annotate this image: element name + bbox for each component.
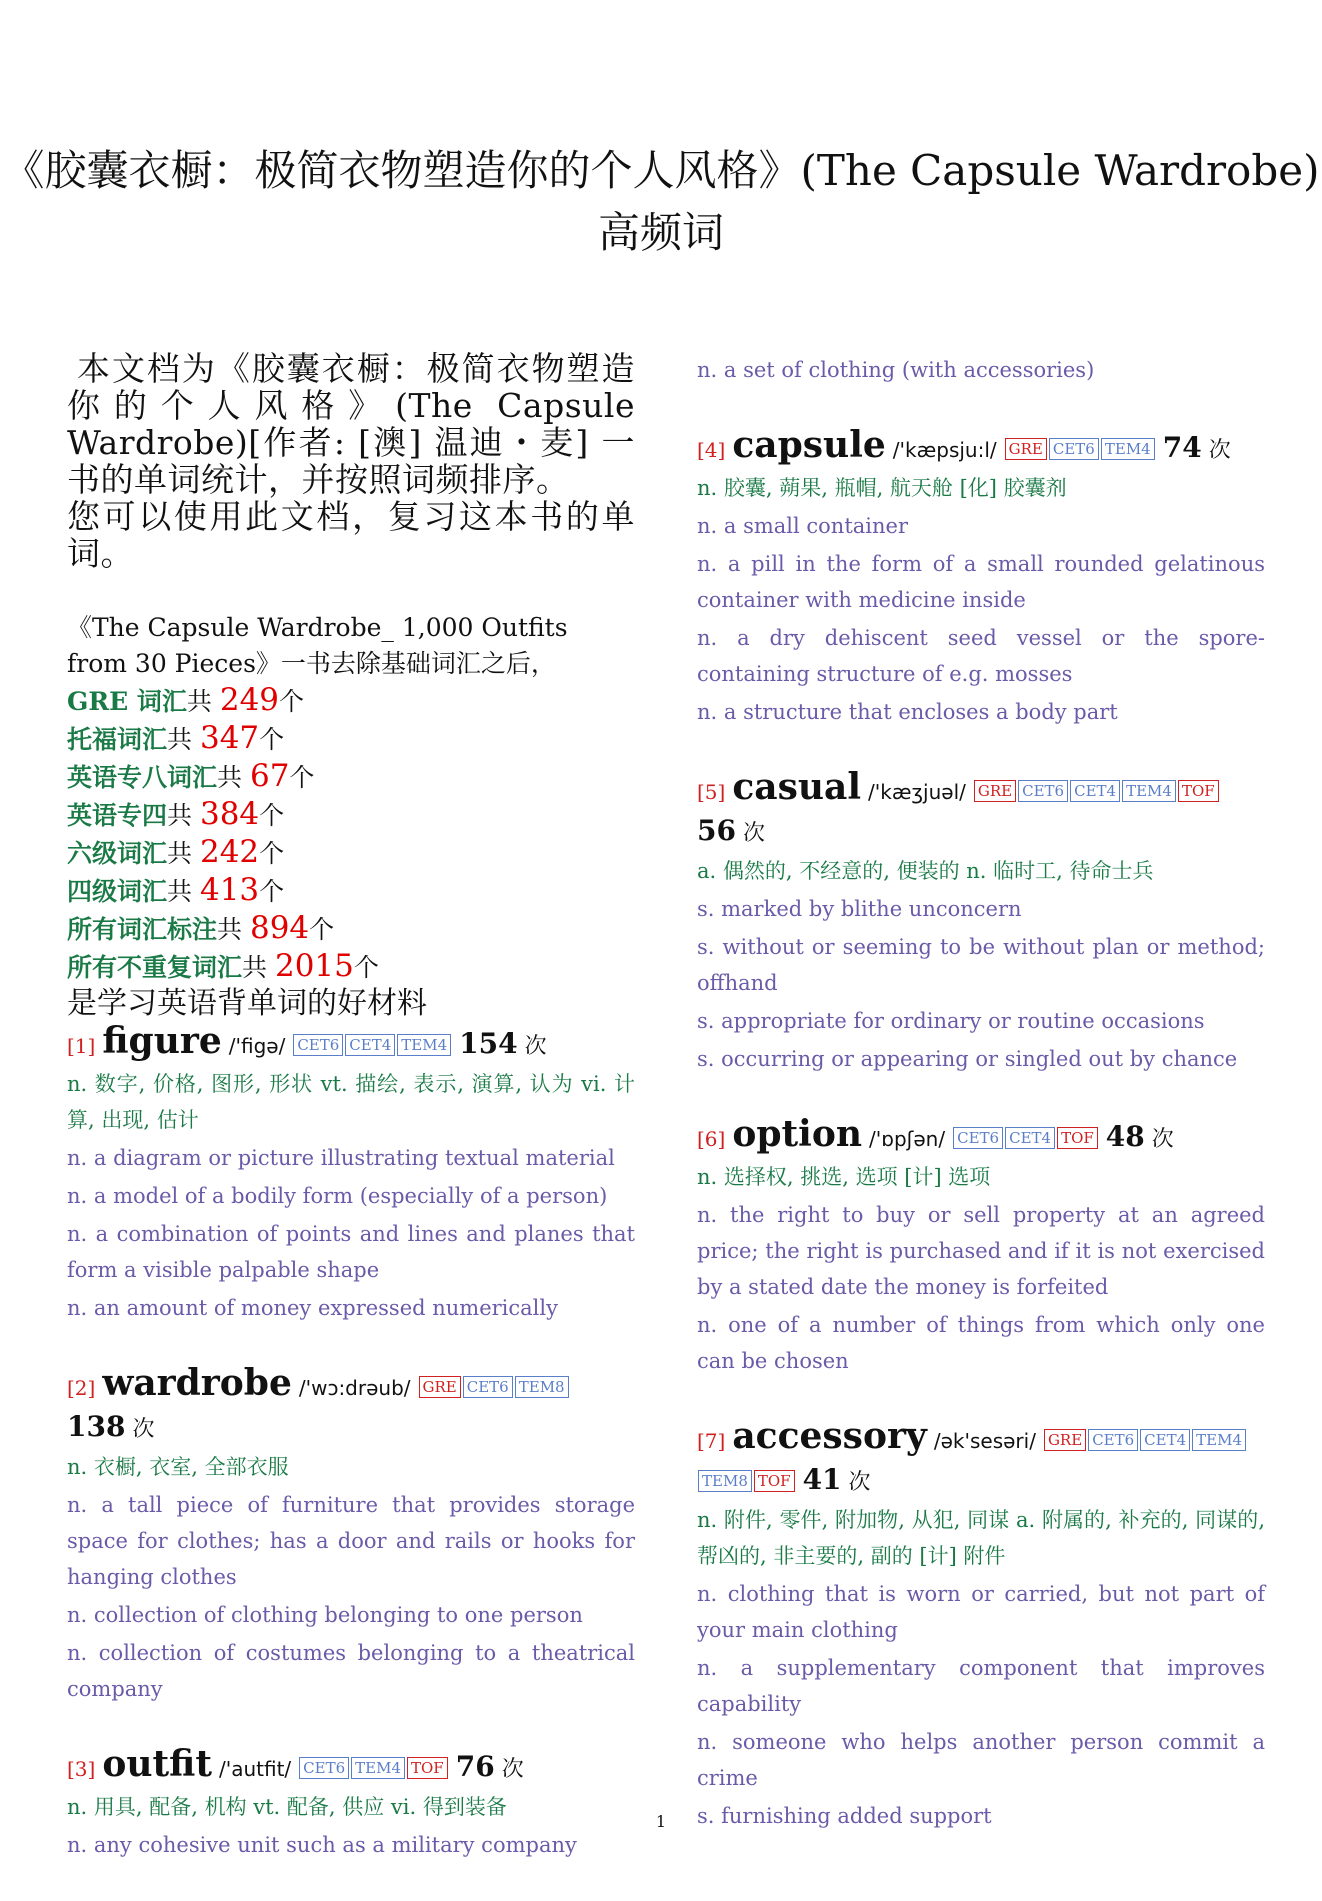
english-definition: n. any cohesive unit such as a military company bbox=[67, 1833, 577, 1857]
chinese-definition: n. 用具, 配备, 机构 vt. 配备, 供应 vi. 得到装备 bbox=[67, 1795, 507, 1819]
tag-badge: CET6 bbox=[953, 1127, 1003, 1149]
tag-badge: CET6 bbox=[293, 1034, 343, 1056]
entry-index: [3] bbox=[67, 1757, 96, 1781]
tag-badge: TOF bbox=[754, 1470, 795, 1492]
word-entry-option bbox=[697, 1115, 1265, 1379]
stat-row: 英语专四共 384个 bbox=[67, 796, 285, 832]
entry-head bbox=[697, 426, 1265, 470]
english-definition: n. a small container bbox=[697, 514, 908, 538]
stat-row: 四级词汇共 413个 bbox=[67, 872, 285, 908]
word-entry-accessory bbox=[697, 1417, 1265, 1834]
entry-index: [1] bbox=[67, 1034, 96, 1058]
english-definition: n. someone who helps another person commit a crime bbox=[697, 1730, 1265, 1790]
english-definition: s. furnishing added support bbox=[697, 1804, 992, 1828]
phonetic: /'figə/ bbox=[228, 1034, 286, 1058]
tag-badge: TEM4 bbox=[397, 1034, 451, 1056]
tag-badge: CET4 bbox=[1005, 1127, 1055, 1149]
english-definition: n. a dry dehiscent seed vessel or the spore-containing structure of e.g. mosses bbox=[697, 626, 1265, 686]
entry-head bbox=[697, 1417, 1265, 1502]
tag-badge: TEM4 bbox=[1192, 1429, 1246, 1451]
frequency-count: 74 bbox=[1162, 431, 1202, 464]
tag-badge: GRE bbox=[1005, 438, 1047, 460]
headword: outfit bbox=[102, 1743, 212, 1785]
chinese-definition: n. 选择权, 挑选, 选项 [计] 选项 bbox=[697, 1165, 991, 1189]
tag-badge: TEM4 bbox=[351, 1757, 405, 1779]
stat-row: 所有不重复词汇共 2015个 bbox=[67, 948, 379, 984]
english-definition: s. appropriate for ordinary or routine occasions bbox=[697, 1009, 1205, 1033]
headword: option bbox=[732, 1113, 863, 1155]
entry-index: [2] bbox=[67, 1376, 96, 1400]
tag-badge: GRE bbox=[974, 780, 1016, 802]
tag-badge: TOF bbox=[1178, 780, 1219, 802]
english-definition: n. a supplementary component that improves capability bbox=[697, 1656, 1265, 1716]
tag-badge: CET4 bbox=[1140, 1429, 1190, 1451]
frequency-unit: 次 bbox=[524, 1034, 547, 1059]
english-definition: n. collection of costumes belonging to a theatrical company bbox=[67, 1641, 635, 1701]
frequency-unit: 次 bbox=[1151, 1127, 1174, 1152]
headword: accessory bbox=[732, 1415, 927, 1457]
stats-source: 《The Capsule Wardrobe_ 1,000 Outfits from 30 Pieces》一书去除基础词汇之后， bbox=[67, 613, 568, 678]
tag-badge: CET6 bbox=[299, 1757, 349, 1779]
tag-badge: TOF bbox=[1057, 1127, 1098, 1149]
stat-row: 所有词汇标注共 894个 bbox=[67, 910, 335, 946]
entry-index: [5] bbox=[697, 780, 726, 804]
chinese-definition: n. 数字, 价格, 图形, 形状 vt. 描绘, 表示, 演算, 认为 vi. 计算, 出现, 估计 bbox=[67, 1072, 635, 1132]
word-entry-outfit-continued bbox=[697, 352, 1265, 388]
tag-badge: TEM8 bbox=[698, 1470, 752, 1492]
stat-row: 英语专八词汇共 67个 bbox=[67, 758, 315, 794]
english-definition: n. a tall piece of furniture that provides storage space for clothes; has a door and rails or hooks for hanging clothes bbox=[67, 1493, 635, 1589]
stats-block bbox=[67, 610, 635, 1022]
stat-row: GRE 词汇共 249个 bbox=[67, 682, 305, 718]
headword: casual bbox=[732, 766, 862, 808]
word-entry-figure bbox=[67, 1022, 635, 1326]
entry-head bbox=[67, 1022, 635, 1066]
stat-row: 托福词汇共 347个 bbox=[67, 720, 285, 756]
chinese-definition: n. 胶囊, 蒴果, 瓶帽, 航天舱 [化] 胶囊剂 bbox=[697, 476, 1067, 500]
entry-index: [4] bbox=[697, 438, 726, 462]
word-entry-casual bbox=[697, 768, 1265, 1077]
english-definition: s. marked by blithe unconcern bbox=[697, 897, 1022, 921]
headword: figure bbox=[102, 1020, 222, 1062]
title-line-2: 高频词 bbox=[597, 208, 724, 257]
english-definition: n. one of a number of things from which only one can be chosen bbox=[697, 1313, 1265, 1373]
tag-badge: CET6 bbox=[1049, 438, 1099, 460]
tag-badge: TOF bbox=[407, 1757, 448, 1779]
english-definition: n. a combination of points and lines and planes that form a visible palpable shape bbox=[67, 1222, 635, 1282]
word-entry-wardrobe bbox=[67, 1364, 635, 1707]
stats-tail: 是学习英语背单词的好材料 bbox=[67, 986, 427, 1021]
tag-badge: CET6 bbox=[1088, 1429, 1138, 1451]
chinese-definition: a. 偶然的, 不经意的, 便装的 n. 临时工, 待命士兵 bbox=[697, 859, 1154, 883]
frequency-unit: 次 bbox=[848, 1470, 871, 1495]
frequency-unit: 次 bbox=[1208, 438, 1231, 463]
english-definition: n. a pill in the form of a small rounded gelatinous container with medicine inside bbox=[697, 552, 1265, 612]
frequency-unit: 次 bbox=[742, 821, 765, 846]
page-number: 1 bbox=[655, 1812, 667, 1831]
headword: capsule bbox=[732, 424, 886, 466]
english-definition: n. collection of clothing belonging to one person bbox=[67, 1603, 583, 1627]
english-definition: s. without or seeming to be without plan or method; offhand bbox=[697, 935, 1265, 995]
tag-badge: CET6 bbox=[1018, 780, 1068, 802]
phonetic: /'ɒpʃən/ bbox=[869, 1127, 946, 1151]
chinese-definition: n. 附件, 零件, 附加物, 从犯, 同谋 a. 附属的, 补充的, 同谋的, 帮凶的, 非主要的, 副的 [计] 附件 bbox=[697, 1508, 1265, 1568]
english-definition: n. a structure that encloses a body part bbox=[697, 700, 1118, 724]
english-definition: n. a diagram or picture illustrating textual material bbox=[67, 1146, 615, 1170]
entry-head bbox=[67, 1364, 635, 1449]
tag-badge: TEM4 bbox=[1122, 780, 1176, 802]
tag-badge: GRE bbox=[419, 1376, 461, 1398]
phonetic: /'kæʒjuəl/ bbox=[868, 780, 966, 804]
left-column bbox=[67, 350, 635, 1901]
english-definition: n. clothing that is worn or carried, but not part of your main clothing bbox=[697, 1582, 1265, 1642]
english-definition: n. an amount of money expressed numerically bbox=[67, 1296, 558, 1320]
tag-badge: CET6 bbox=[463, 1376, 513, 1398]
phonetic: /ək'sesəri/ bbox=[933, 1429, 1036, 1453]
right-column bbox=[697, 350, 1265, 1872]
document-title bbox=[0, 140, 1322, 264]
frequency-unit: 次 bbox=[501, 1757, 524, 1782]
english-definition: n. a set of clothing (with accessories) bbox=[697, 358, 1095, 382]
english-definition: s. occurring or appearing or singled out by chance bbox=[697, 1047, 1238, 1071]
chinese-definition: n. 衣橱, 衣室, 全部衣服 bbox=[67, 1455, 289, 1479]
tag-badge: GRE bbox=[1044, 1429, 1086, 1451]
stat-row: 六级词汇共 242个 bbox=[67, 834, 285, 870]
intro-line-1: 本文档为《胶囊衣橱：极简衣物塑造你的个人风格》(The Capsule Wardrobe)[作者: [澳] 温迪・麦] 一书的单词统计，并按照词频排序。 bbox=[67, 349, 635, 499]
word-entry-capsule bbox=[697, 426, 1265, 730]
title-line-1: 《胶囊衣橱：极简衣物塑造你的个人风格》(The Capsule Wardrobe) bbox=[2, 146, 1320, 195]
frequency-count: 154 bbox=[459, 1027, 518, 1060]
intro-line-2: 您可以使用此文档，复习这本书的单词。 bbox=[67, 497, 635, 573]
entry-head bbox=[697, 768, 1265, 853]
frequency-count: 56 bbox=[697, 814, 736, 847]
frequency-count: 48 bbox=[1105, 1120, 1145, 1153]
headword: wardrobe bbox=[102, 1362, 292, 1404]
entry-index: [7] bbox=[697, 1429, 726, 1453]
tag-badge: CET4 bbox=[345, 1034, 395, 1056]
entry-index: [6] bbox=[697, 1127, 726, 1151]
tag-badge: TEM4 bbox=[1101, 438, 1155, 460]
frequency-unit: 次 bbox=[132, 1417, 155, 1442]
word-entry-outfit bbox=[67, 1745, 635, 1863]
tag-badge: TEM8 bbox=[515, 1376, 569, 1398]
tag-badge: CET4 bbox=[1070, 780, 1120, 802]
entry-head bbox=[67, 1745, 635, 1789]
frequency-count: 138 bbox=[67, 1410, 126, 1443]
frequency-count: 76 bbox=[455, 1750, 495, 1783]
english-definition: n. a model of a bodily form (especially of a person) bbox=[67, 1184, 608, 1208]
frequency-count: 41 bbox=[802, 1463, 842, 1496]
intro-paragraph bbox=[67, 350, 635, 572]
phonetic: /'autfit/ bbox=[218, 1757, 292, 1781]
phonetic: /'kæpsju:l/ bbox=[892, 438, 997, 462]
entry-head bbox=[697, 1115, 1265, 1159]
phonetic: /'wɔ:drəub/ bbox=[298, 1376, 411, 1400]
english-definition: n. the right to buy or sell property at an agreed price; the right is purchased and if it is not exercised by a stated date the money is forfeited bbox=[697, 1203, 1265, 1299]
